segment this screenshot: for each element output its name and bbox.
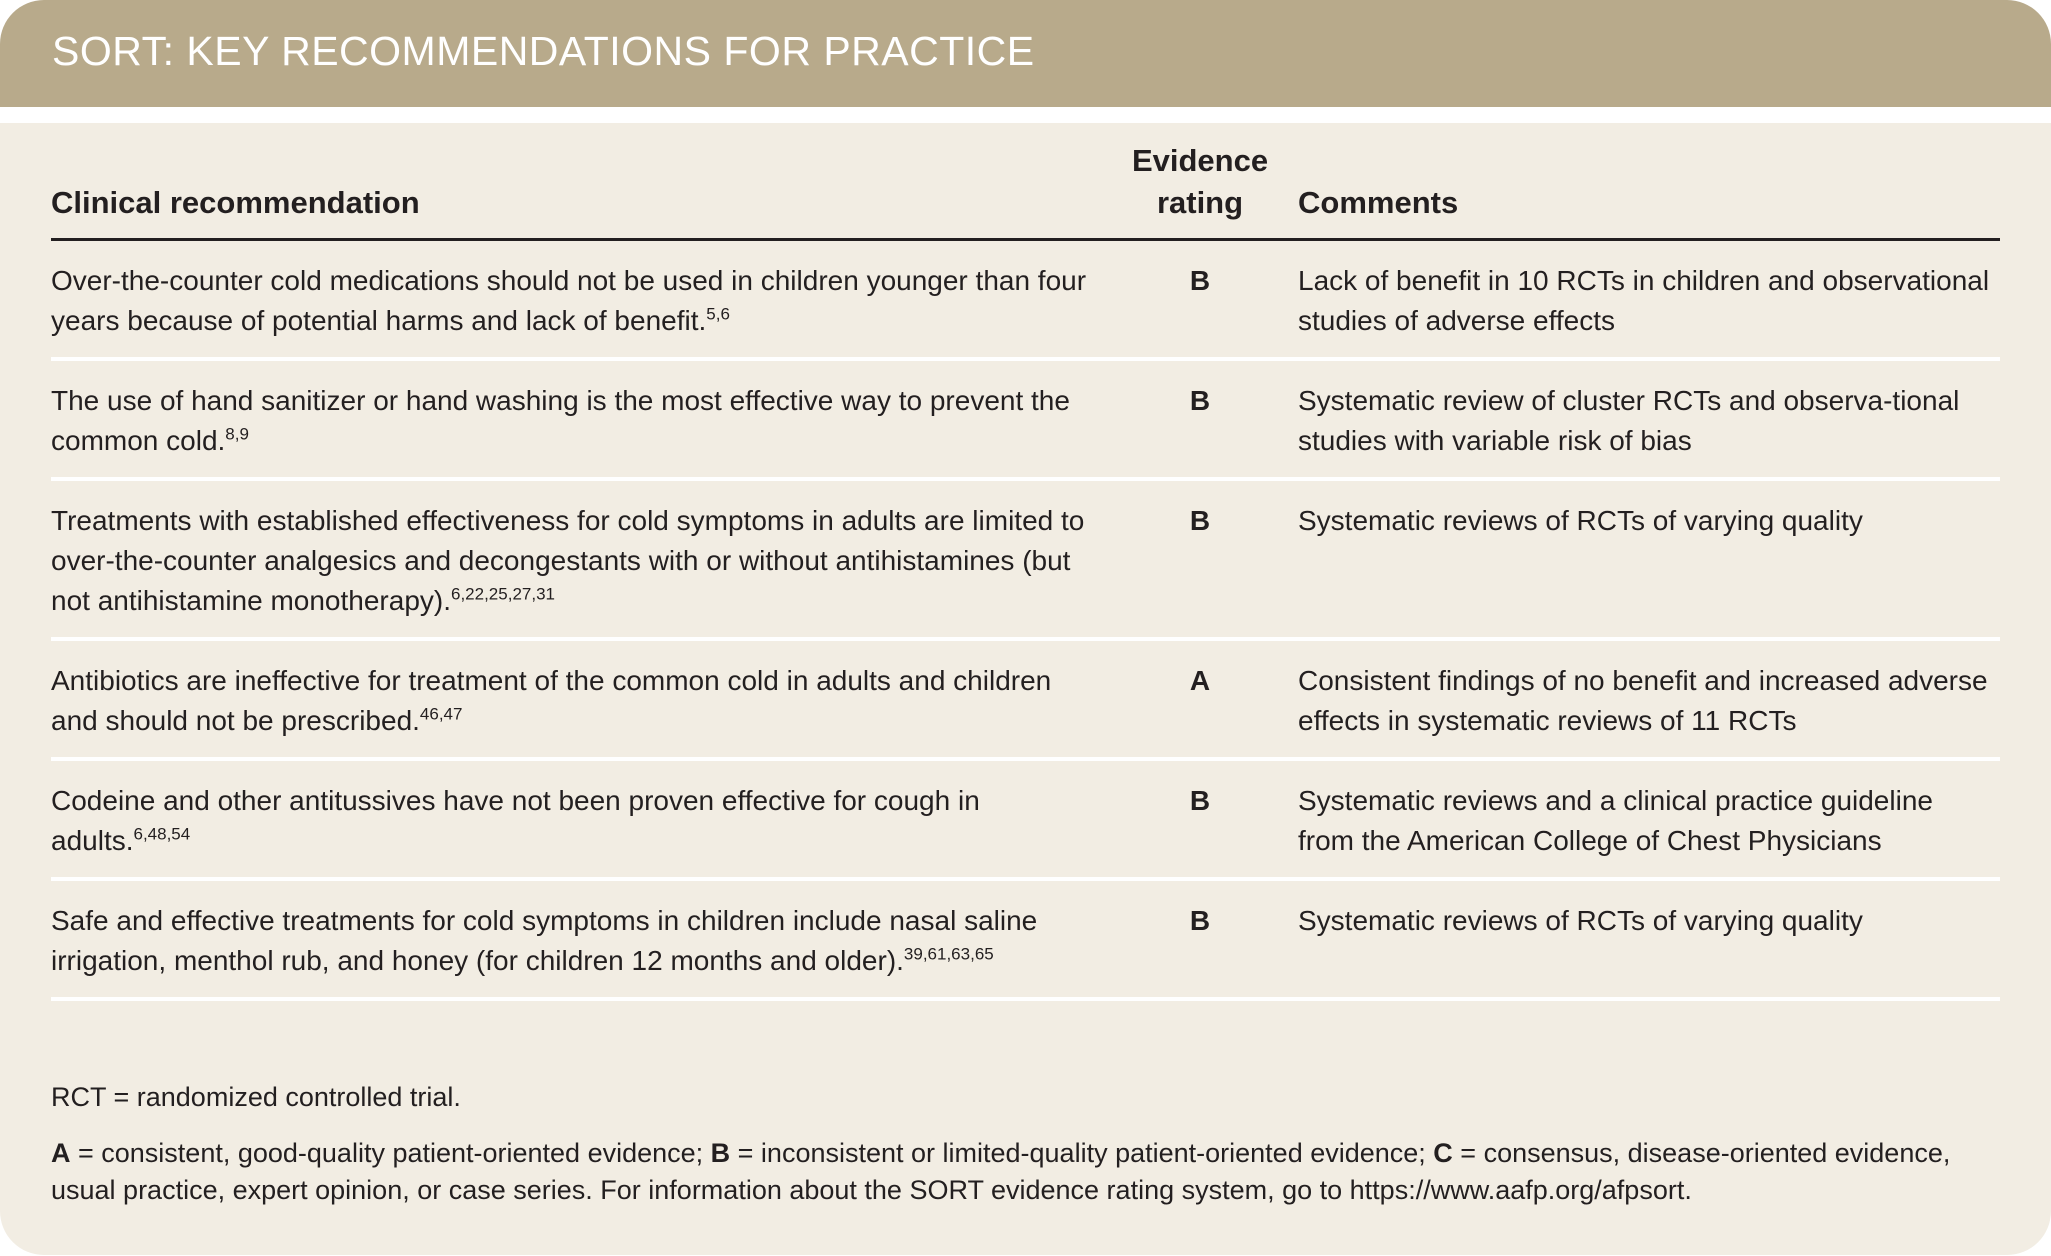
comment-cell: Systematic reviews of RCTs of varying quality <box>1298 879 2000 999</box>
comment-cell: Systematic review of cluster RCTs and observa-tional studies with variable risk of bias <box>1298 359 2000 479</box>
evidence-rating: A <box>1102 639 1298 759</box>
comment-cell: Systematic reviews and a clinical practice guideline from the American College of Chest Physicians <box>1298 759 2000 879</box>
page-title: SORT: KEY RECOMMENDATIONS FOR PRACTICE <box>52 28 1035 74</box>
key-a-text: = consistent, good-quality patient-oriented evidence; <box>70 1138 711 1168</box>
evidence-rating: B <box>1102 359 1298 479</box>
table-row <box>51 240 2000 360</box>
reference-numbers: 39,61,63,65 <box>903 944 994 964</box>
comment-cell: Lack of benefit in 10 RCTs in children and observational studies of adverse effects <box>1298 240 2000 360</box>
reference-numbers: 6,48,54 <box>133 824 191 844</box>
key-c: C <box>1433 1138 1453 1168</box>
recommendation-text: Antibiotics are ineffective for treatment of the common cold in adults and children and should not be prescribed. <box>51 665 1052 736</box>
key-c-text: = consensus, disease-oriented evidence, usual practice, expert opinion, or case series. For information about the SORT evidence rating system, go to https://www.aafp.org/afpsort. <box>51 1138 1951 1205</box>
recommendation-text: Over-the-counter cold medications should not be used in children younger than four years because of potential harms and lack of benefit. <box>51 265 1087 336</box>
reference-numbers: 46,47 <box>419 704 463 724</box>
recommendations-table <box>51 123 2000 1001</box>
table-row <box>51 879 2000 999</box>
evidence-rating: B <box>1102 479 1298 639</box>
recommendation-text: Treatments with established effectiveness for cold symptoms in adults are limited to over-the-counter analgesics and decongestants with or without antihistamines (but not antihistamine monotherapy). <box>51 505 1085 616</box>
recommendation-cell <box>51 759 1102 879</box>
reference-numbers: 6,22,25,27,31 <box>451 584 555 604</box>
column-header-comments: Comments <box>1298 123 2000 240</box>
table-row <box>51 759 2000 879</box>
reference-numbers: 8,9 <box>225 424 249 444</box>
recommendation-cell <box>51 240 1102 360</box>
comment-cell: Consistent findings of no benefit and increased adverse effects in systematic reviews of 11 RCTs <box>1298 639 2000 759</box>
evidence-rating: B <box>1102 759 1298 879</box>
table-row <box>51 359 2000 479</box>
table-row <box>51 479 2000 639</box>
comment-cell: Systematic reviews of RCTs of varying quality <box>1298 479 2000 639</box>
evidence-rating: B <box>1102 879 1298 999</box>
column-header-recommendation: Clinical recommendation <box>51 123 1102 240</box>
rating-header-line2: rating <box>1156 185 1244 220</box>
key-b: B <box>710 1138 731 1168</box>
column-header-rating <box>1102 123 1298 240</box>
recommendations-panel <box>0 123 2051 1255</box>
recommendation-cell <box>51 879 1102 999</box>
abbreviation-footnote: RCT = randomized controlled trial. <box>51 1082 461 1112</box>
recommendation-cell <box>51 479 1102 639</box>
recommendation-text: Safe and effective treatments for cold symptoms in children include nasal saline irrigation, menthol rub, and honey (for children 12 months and older). <box>51 905 1038 976</box>
table-header-row <box>51 123 2000 240</box>
title-banner <box>0 0 2051 107</box>
recommendation-text: The use of hand sanitizer or hand washing is the most effective way to prevent the common cold. <box>51 385 1070 456</box>
key-b-text: = inconsistent or limited-quality patient-oriented evidence; <box>730 1138 1434 1168</box>
recommendation-cell <box>51 359 1102 479</box>
recommendation-text: Codeine and other antitussives have not been proven effective for cough in adults. <box>51 785 980 856</box>
key-a: A <box>51 1138 71 1168</box>
table-row <box>51 639 2000 759</box>
rating-key-footnote <box>51 1135 2006 1209</box>
reference-numbers: 5,6 <box>706 304 730 324</box>
recommendation-cell <box>51 639 1102 759</box>
rating-header-line1: Evidence <box>1131 143 1269 178</box>
evidence-rating: B <box>1102 240 1298 360</box>
